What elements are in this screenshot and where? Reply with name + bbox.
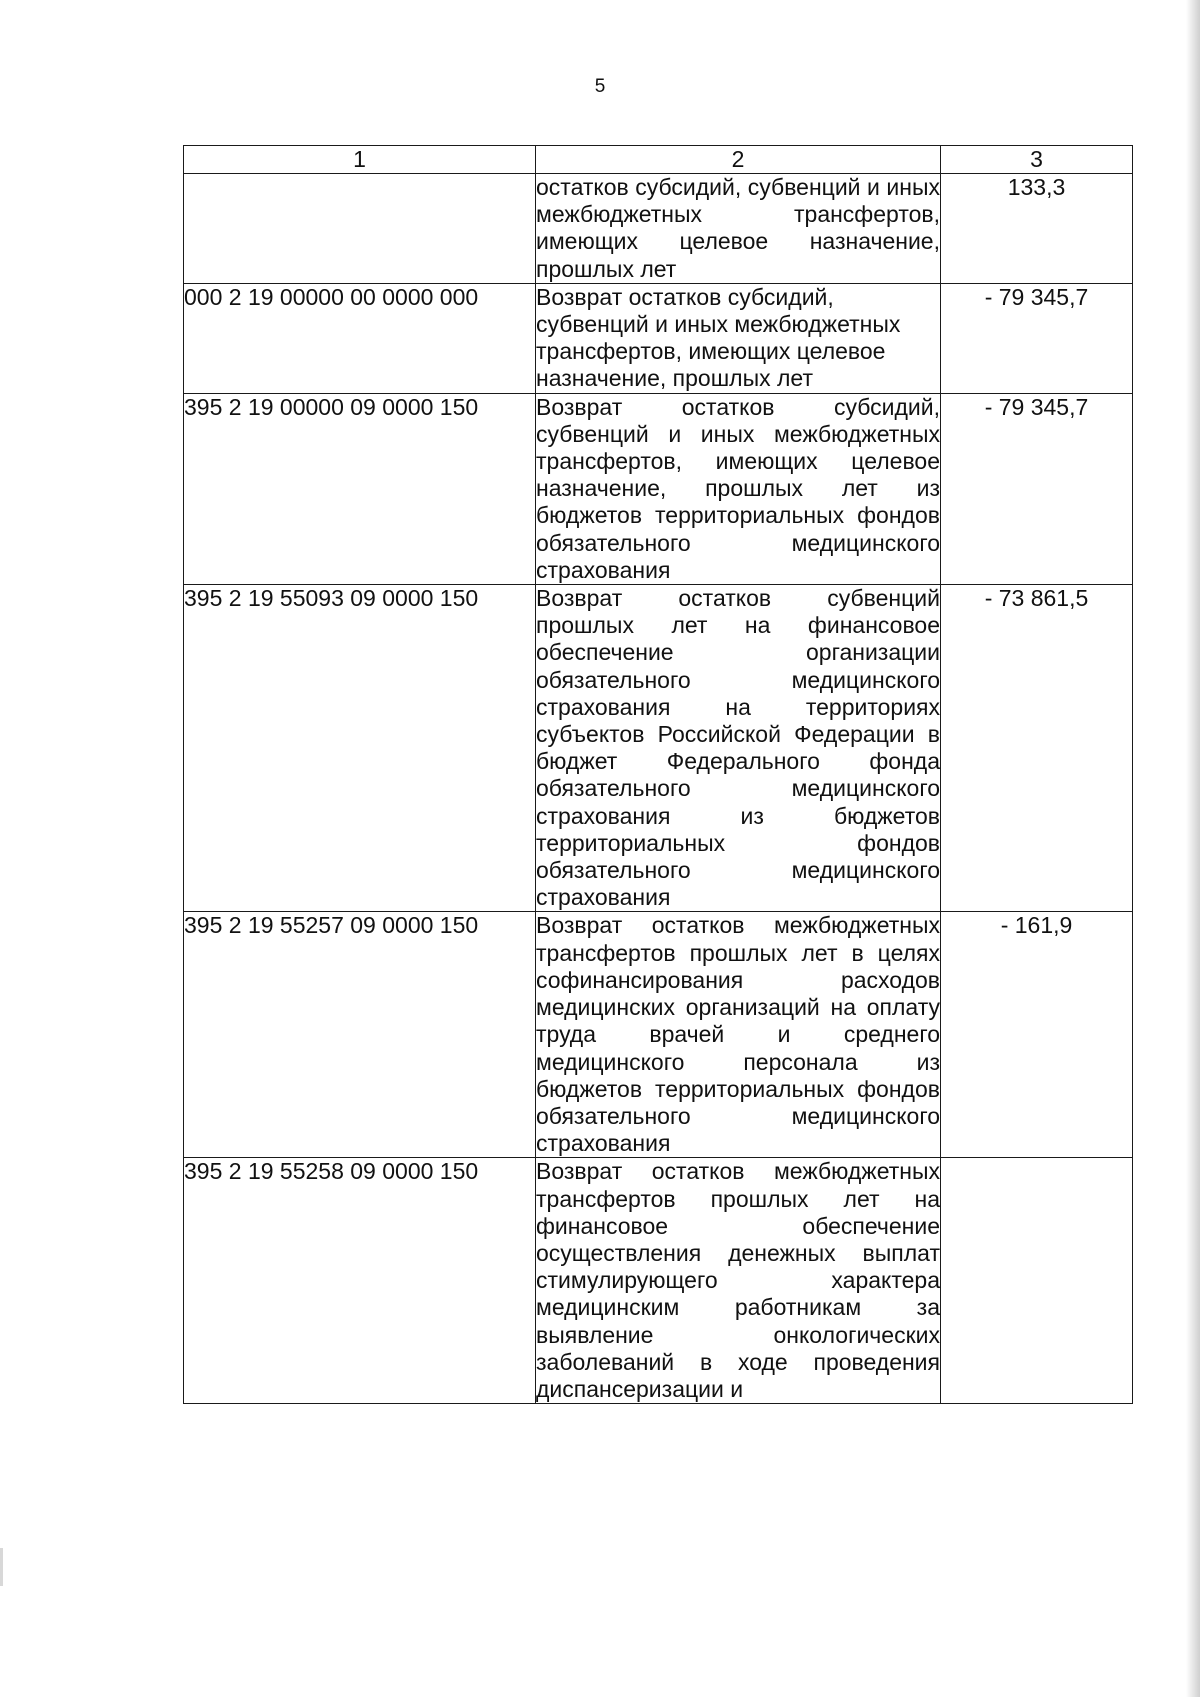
table-row [184, 585, 1133, 912]
row-amount-value: - 73 861,5 [984, 585, 1089, 612]
row-amount [941, 585, 1133, 912]
row-code: 395 2 19 55257 09 0000 150 [184, 912, 536, 1158]
scan-page-edge [1186, 0, 1200, 1697]
page-number: 5 [594, 76, 606, 97]
row-description: Возврат остатков субвенций прошлых лет на финансовое обеспечение организации обязательного медицинского страхования на территориях субъектов Российской Федерации в бюджет Федерального фонда обязательного медицинского страхования из бюджетов территориальных фондов обязательного медицинского страхования [536, 585, 940, 911]
row-amount [941, 283, 1133, 393]
row-description: Возврат остатков межбюджетных трансфертов прошлых лет в целях софинансирования расходов медицинских организаций на оплату труда врачей и среднего медицинского персонала из бюджетов территориальных фондов обязательного медицинского страхования [536, 912, 940, 1157]
row-amount-value: - 79 345,7 [984, 393, 1089, 420]
row-code [184, 174, 536, 284]
table-row [184, 174, 1133, 284]
row-description: Возврат остатков субсидий, субвенций и иных межбюджетных трансфертов, имеющих целевое назначение, прошлых лет [536, 283, 941, 393]
table-row [184, 912, 1133, 1158]
row-amount-value: - 79 345,7 [984, 283, 1089, 310]
table-header-row [184, 146, 1133, 174]
row-amount [941, 393, 1133, 584]
row-amount-value: 133,3 [1007, 174, 1066, 200]
row-code: 395 2 19 55093 09 0000 150 [184, 585, 536, 912]
row-amount [941, 1158, 1133, 1404]
row-description: Возврат остатков межбюджетных трансфертов прошлых лет на финансовое обеспечение осуществления денежных выплат стимулирующего характера медицинским работникам за выявление онкологических заболеваний в ходе проведения диспансеризации и [536, 1158, 940, 1402]
row-code: 000 2 19 00000 00 0000 000 [184, 283, 536, 393]
row-code: 395 2 19 55258 09 0000 150 [184, 1158, 536, 1404]
row-amount [941, 912, 1133, 1158]
scan-margin-mark [0, 1548, 3, 1586]
column-header-amount: 3 [941, 146, 1133, 174]
row-description: остатков субсидий, субвенций и иных межбюджетных трансфертов, имеющих целевое назначение, прошлых лет [536, 174, 940, 282]
table-row [184, 393, 1133, 584]
table-row [184, 283, 1133, 393]
column-header-description: 2 [536, 146, 941, 174]
row-code: 395 2 19 00000 09 0000 150 [184, 393, 536, 584]
column-header-code: 1 [184, 146, 536, 174]
row-amount [941, 174, 1133, 284]
table-row [184, 1158, 1133, 1404]
budget-table [183, 145, 1133, 1404]
row-description: Возврат остатков субсидий, субвенций и иных межбюджетных трансфертов, имеющих целевое назначение, прошлых лет из бюджетов территориальных фондов обязательного медицинского страхования [536, 393, 940, 583]
row-amount-value: - 161,9 [1000, 912, 1073, 939]
